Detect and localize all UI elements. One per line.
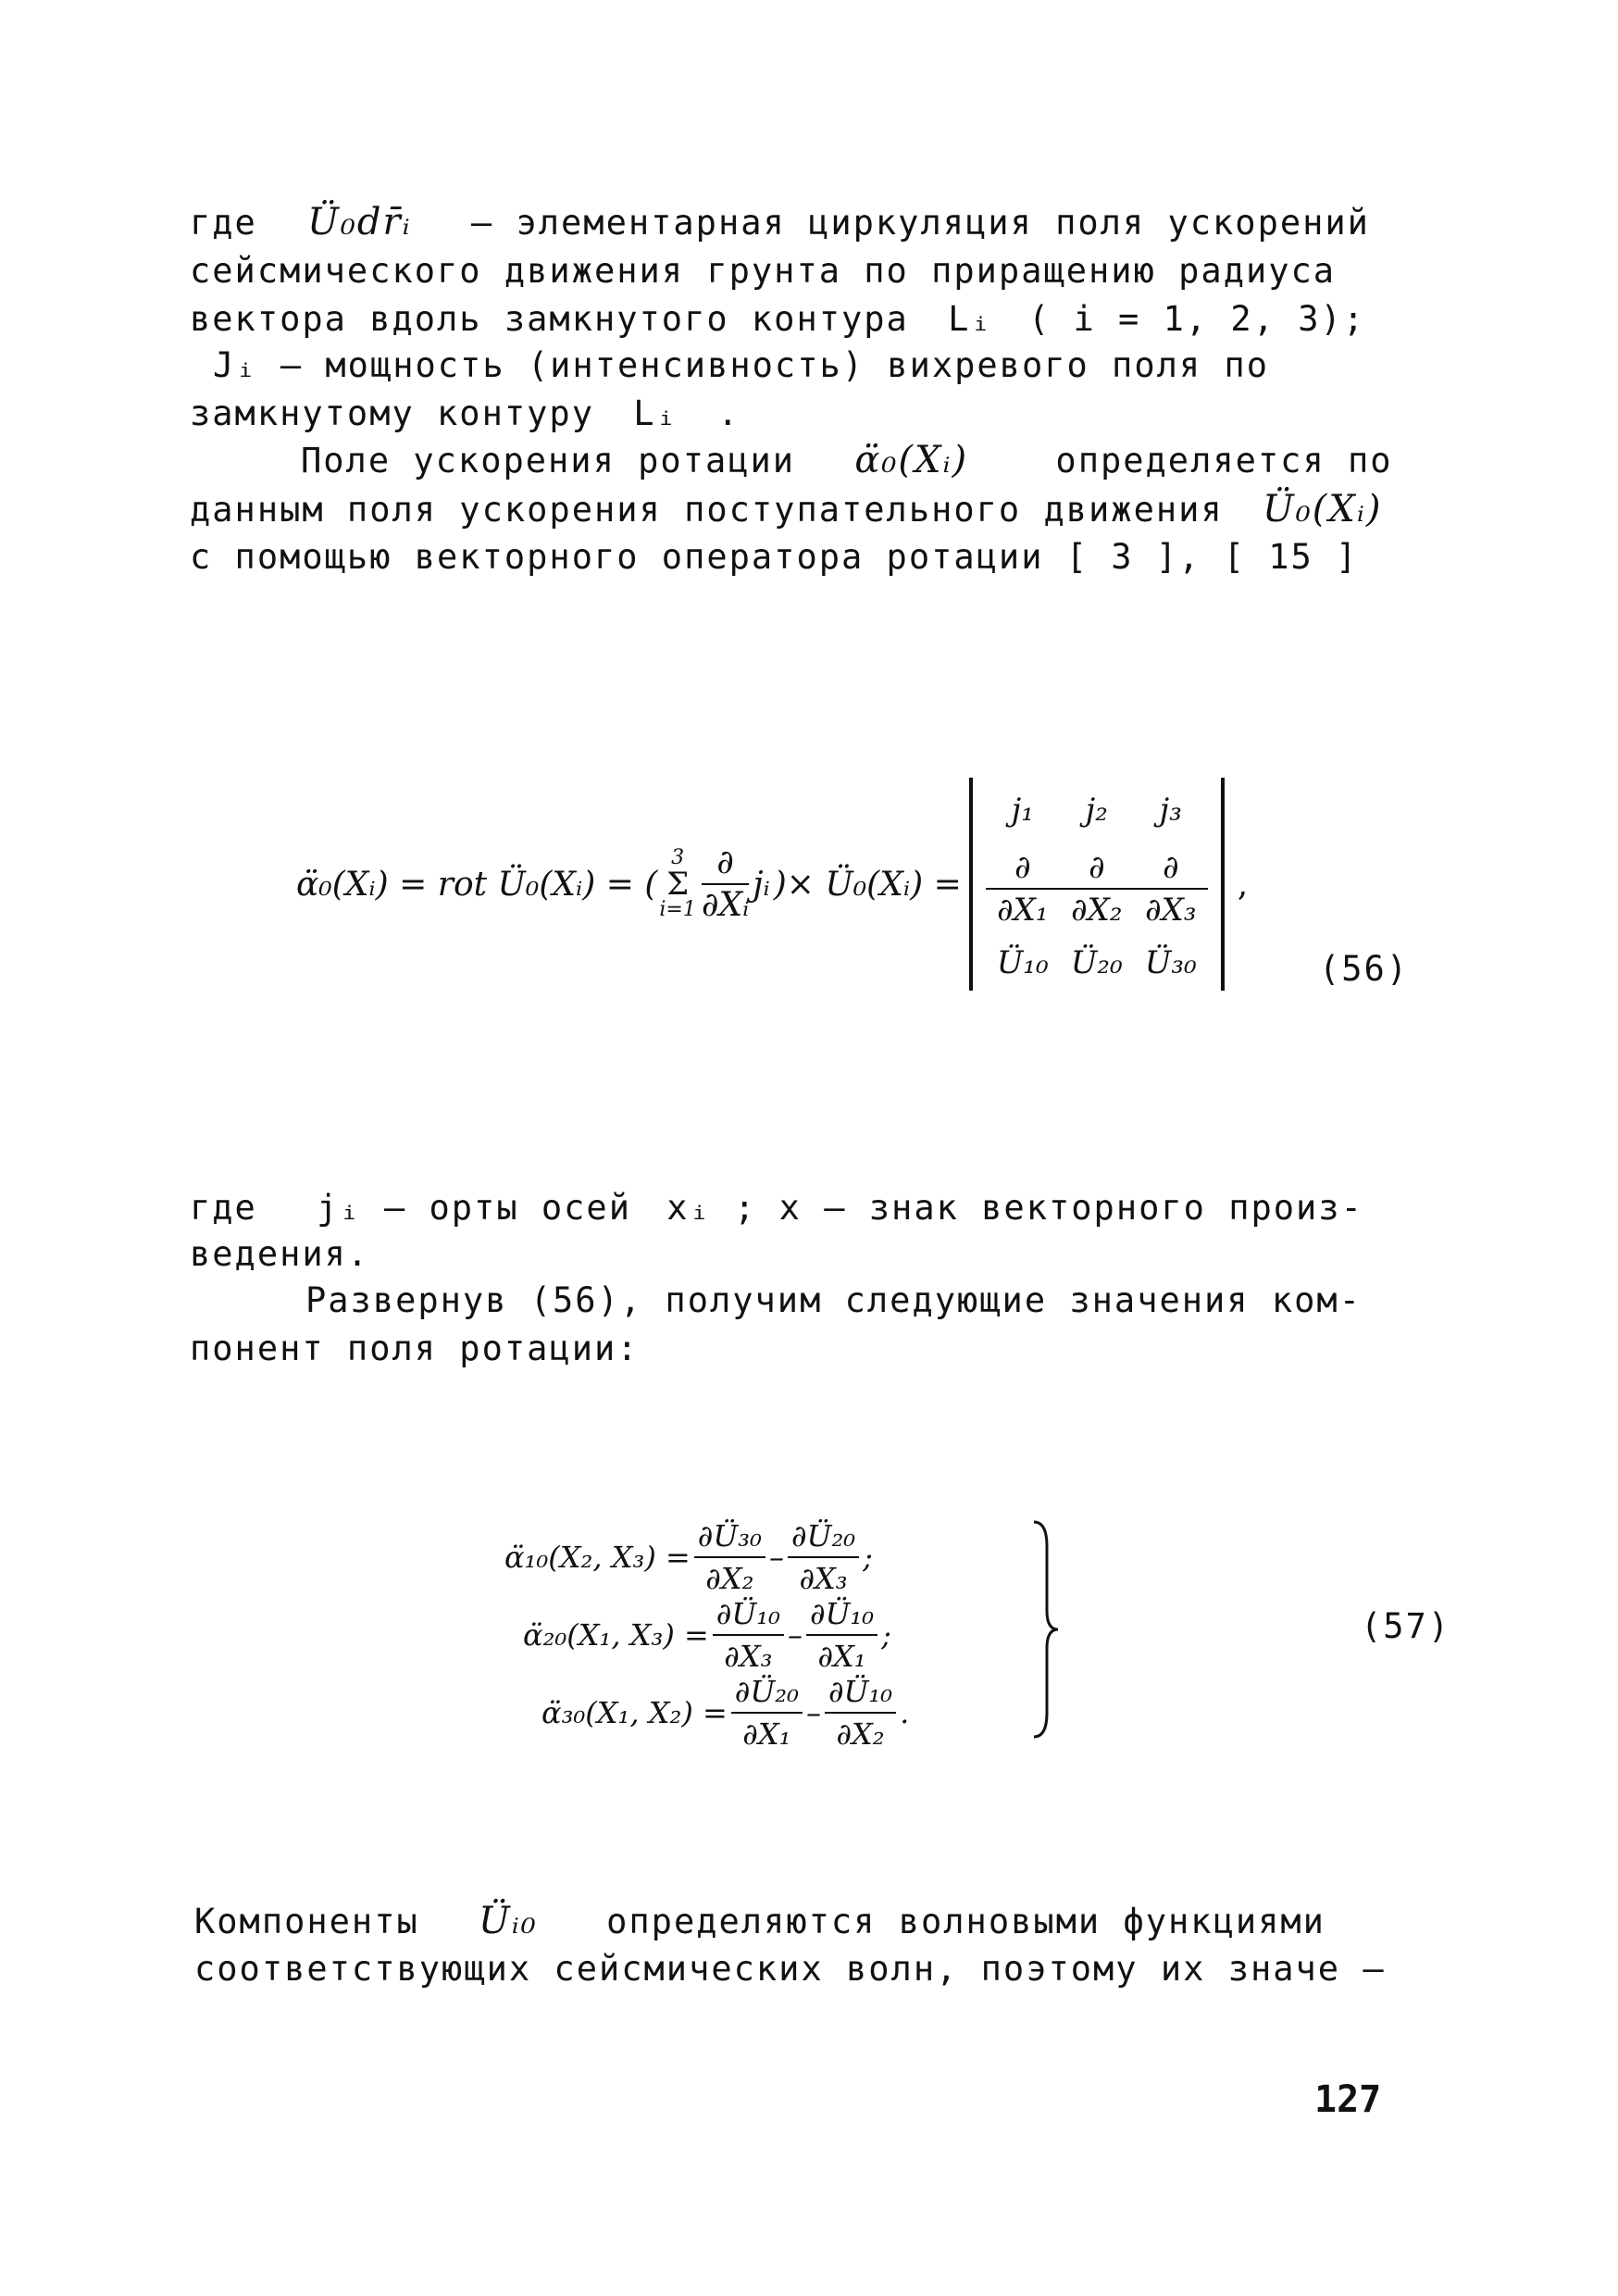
matrix-cell: $\frac{\partial}{\text{∂X₂}}$	[1060, 847, 1134, 930]
math-symbol: Ü₀dr̄ᵢ	[307, 201, 412, 243]
text-line: понент поля ротации:	[190, 1329, 640, 1368]
matrix-cell: Ü₁₀	[996, 944, 1049, 981]
math-symbol: Lᵢ	[948, 299, 993, 339]
text-line	[190, 1185, 1430, 1231]
text-line: сейсмического движения грунта по приращению радиуса	[190, 251, 1337, 291]
text-line	[190, 391, 1430, 437]
text-line: Развернув (56), получим следующие значения ком-	[305, 1280, 1362, 1320]
matrix-cell: $\frac{\partial}{\text{∂X₁}}$	[986, 847, 1060, 930]
text-line	[194, 1898, 1435, 1945]
text-fragment: Компоненты	[194, 1902, 419, 1941]
matrix-cell: j₁	[1011, 792, 1034, 829]
equation-row: α̈₂₀(X₁, X₃) = $\frac{\text{∂Ü₁₀}}{\text{∂X₃}}$ – $\frac{\text{∂Ü₁₀}}{\text{∂X₁}}$ ;	[523, 1596, 909, 1674]
text-fragment: ( i = 1, 2, 3);	[1027, 299, 1366, 339]
text-line	[190, 296, 1430, 343]
math-symbol: Jᵢ	[213, 345, 258, 385]
equation-number: (57)	[1361, 1606, 1451, 1646]
text-line	[213, 343, 1453, 389]
text-fragment: Поле ускорения ротации	[301, 441, 796, 480]
equation-number: (56)	[1319, 949, 1410, 989]
text-fragment: данным поля ускорения поступательного движения	[190, 490, 1224, 530]
math-symbol: Üᵢ₀	[479, 1900, 538, 1942]
matrix-cell: j₂	[1085, 792, 1108, 829]
text-line: ведения.	[190, 1234, 370, 1274]
text-line	[190, 486, 1430, 533]
text-fragment: где	[190, 1188, 257, 1228]
text-line	[190, 199, 1430, 246]
page-number: 127	[1314, 2078, 1382, 2121]
math-symbol: xᵢ	[666, 1188, 712, 1228]
text-fragment: .	[717, 393, 741, 433]
text-fragment: – элементарная циркуляция поля ускорений	[470, 203, 1370, 243]
unit-vector: jᵢ	[753, 865, 770, 904]
math-symbol: α̈₀(Xᵢ)	[854, 439, 969, 481]
equation-row: α̈₃₀(X₁, X₂) = $\frac{\text{∂Ü₂₀}}{\text{∂X₁}}$ – $\frac{\text{∂Ü₁₀}}{\text{∂X₂}}$ .	[541, 1674, 909, 1752]
equation-57	[504, 1518, 909, 1752]
math-symbol: Ü₀(Xᵢ)	[1262, 488, 1383, 530]
text-fragment: замкнутому контуру	[190, 393, 594, 433]
right-brace	[1032, 1518, 1060, 1741]
text-fragment: – мощность (интенсивность) вихревого поля по	[280, 345, 1269, 385]
text-line: соответствующих сейсмических волн, поэтому их значе –	[194, 1949, 1386, 1989]
equation-row: α̈₁₀(X₂, X₃) = $\frac{\text{∂Ü₃₀}}{\text{∂X₂}}$ – $\frac{\text{∂Ü₂₀}}{\text{∂X₃}}$ ;	[504, 1518, 909, 1596]
math-symbol: jᵢ	[317, 1188, 362, 1228]
matrix-cell: Ü₃₀	[1144, 944, 1197, 981]
equation-56: α̈₀(Xᵢ) = rot Ü₀(Xᵢ) = ( 3 Σ i=1 $\frac{\partial}{\text{∂Xᵢ}}$ jᵢ )× Ü₀(Xᵢ) = j₁ j₂ j₃ $\frac{\partial}{\text{∂X₁}}$ $\frac{\partial}{\text{∂X₂}}$ $\frac{\partial}{\text{∂X₃}}$ Ü₁₀ Ü₂₀ Ü₃₀ ,	[296, 778, 1248, 991]
matrix-cell: Ü₂₀	[1070, 944, 1123, 981]
partial-fraction: $\frac{\partial}{\text{∂Xᵢ}}$	[701, 843, 750, 924]
text-fragment: определяется по	[1055, 441, 1393, 480]
text-fragment: – орты осей	[383, 1188, 631, 1228]
determinant-matrix	[969, 778, 1225, 991]
text-fragment: где	[190, 203, 257, 243]
matrix-cell: $\frac{\partial}{\text{∂X₃}}$	[1134, 847, 1208, 930]
math-symbol: Lᵢ	[633, 393, 678, 433]
text-fragment: вектора вдоль замкнутого контура	[190, 299, 909, 339]
equation-lhs: α̈₀(Xᵢ) = rot Ü₀(Xᵢ) = (	[296, 865, 658, 904]
equation-op: )× Ü₀(Xᵢ) =	[773, 865, 962, 904]
sum-operator: 3 Σ i=1	[659, 846, 696, 921]
matrix-cell: j₃	[1159, 792, 1182, 829]
text-fragment: определяются волновыми функциями	[606, 1902, 1326, 1941]
text-fragment: ; x – знак векторного произ-	[734, 1188, 1363, 1228]
text-line: с помощью векторного оператора ротации [ 3 ], [ 15 ]	[190, 537, 1359, 577]
text-line	[301, 437, 1541, 484]
